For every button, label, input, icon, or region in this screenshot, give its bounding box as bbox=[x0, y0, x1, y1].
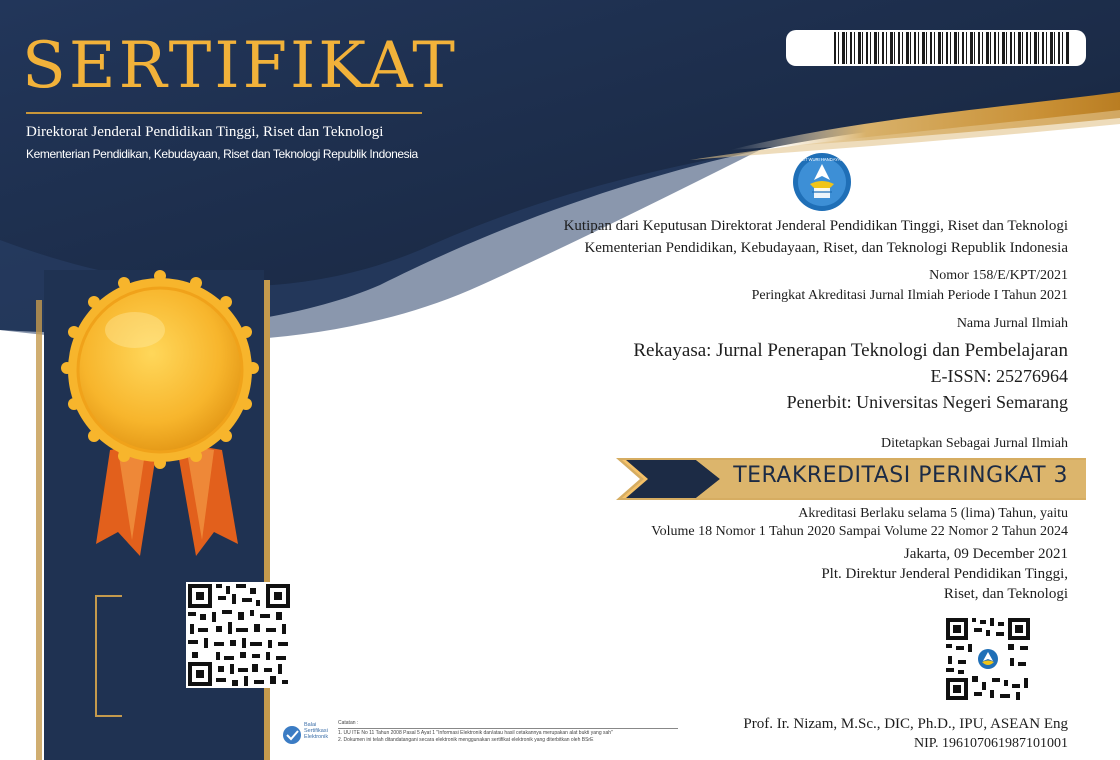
signer-title-line1: Plt. Direktur Jenderal Pendidikan Tinggi, bbox=[821, 566, 1068, 582]
excerpt-line2: Kementerian Pendidikan, Kebudayaan, Riset, dan Teknologi Republik Indonesia bbox=[584, 240, 1068, 256]
accreditation-rank: TERAKREDITASI PERINGKAT 3 bbox=[733, 463, 1068, 488]
issuer-ministry: Kementerian Pendidikan, Kebudayaan, Riset dan Teknologi Republik Indonesia bbox=[26, 147, 418, 161]
notes-line2: 2. Dokumen ini telah ditandatangani secara elektronik menggunakan sertifikat elektronik yang diterbitkan oleh BSrE bbox=[338, 737, 594, 743]
certificate-title: SERTIFIKAT bbox=[22, 29, 458, 103]
signer-title-line2: Riset, dan Teknologi bbox=[943, 586, 1068, 602]
excerpt-line1: Kutipan dari Keputusan Direktorat Jenderal Pendidikan Tinggi, Riset dan Teknologi bbox=[563, 218, 1068, 234]
validity-line2: Volume 18 Nomor 1 Tahun 2020 Sampai Volume 22 Nomor 2 Tahun 2024 bbox=[651, 524, 1068, 539]
journal-name: Rekayasa: Jurnal Penerapan Teknologi dan Pembelajaran bbox=[633, 340, 1068, 361]
logo-motto: TUT WURI HANDAYANI bbox=[799, 157, 845, 162]
designated-as: Ditetapkan Sebagai Jurnal Ilmiah bbox=[881, 436, 1068, 451]
signer-nip: NIP. 196107061987101001 bbox=[913, 736, 1068, 751]
bsre-line3: Elektronik bbox=[304, 734, 329, 740]
journal-publisher: Penerbit: Universitas Negeri Semarang bbox=[786, 392, 1068, 412]
bsre-line2: Sertifikasi bbox=[304, 728, 328, 734]
journal-name-label: Nama Jurnal Ilmiah bbox=[956, 316, 1068, 331]
place-date: Jakarta, 09 December 2021 bbox=[903, 546, 1068, 562]
title-divider bbox=[26, 112, 422, 114]
barcode-icon bbox=[834, 32, 1070, 64]
signature-qr-code-icon bbox=[944, 616, 1032, 702]
bsre-label bbox=[304, 722, 328, 740]
validity-line1: Akreditasi Berlaku selama 5 (lima) Tahun, yaitu bbox=[798, 506, 1068, 521]
notes-heading: Catatan : bbox=[338, 720, 359, 726]
notes bbox=[338, 720, 678, 744]
tut-wuri-handayani-logo bbox=[792, 152, 852, 212]
decree-number: Nomor 158/E/KPT/2021 bbox=[929, 268, 1068, 283]
signer-name: Prof. Ir. Nizam, M.Sc., DIC, Ph.D., IPU, ASEAN Eng bbox=[743, 716, 1068, 732]
verification-qr-code-icon bbox=[186, 582, 292, 688]
bsre-line1: Balai bbox=[304, 722, 317, 728]
issuer-directorate: Direktorat Jenderal Pendidikan Tinggi, Riset dan Teknologi bbox=[26, 124, 384, 140]
notes-line1: 1. UU ITE No 11 Tahun 2008 Pasal 5 Ayat 1 "Informasi Elektronik dan/atau hasil cetakannya merupakan alat bukti yang sah" bbox=[338, 728, 678, 737]
accreditation-period: Peringkat Akreditasi Jurnal Ilmiah Periode I Tahun 2021 bbox=[751, 288, 1068, 303]
journal-eissn: E-ISSN: 25276964 bbox=[930, 366, 1068, 386]
